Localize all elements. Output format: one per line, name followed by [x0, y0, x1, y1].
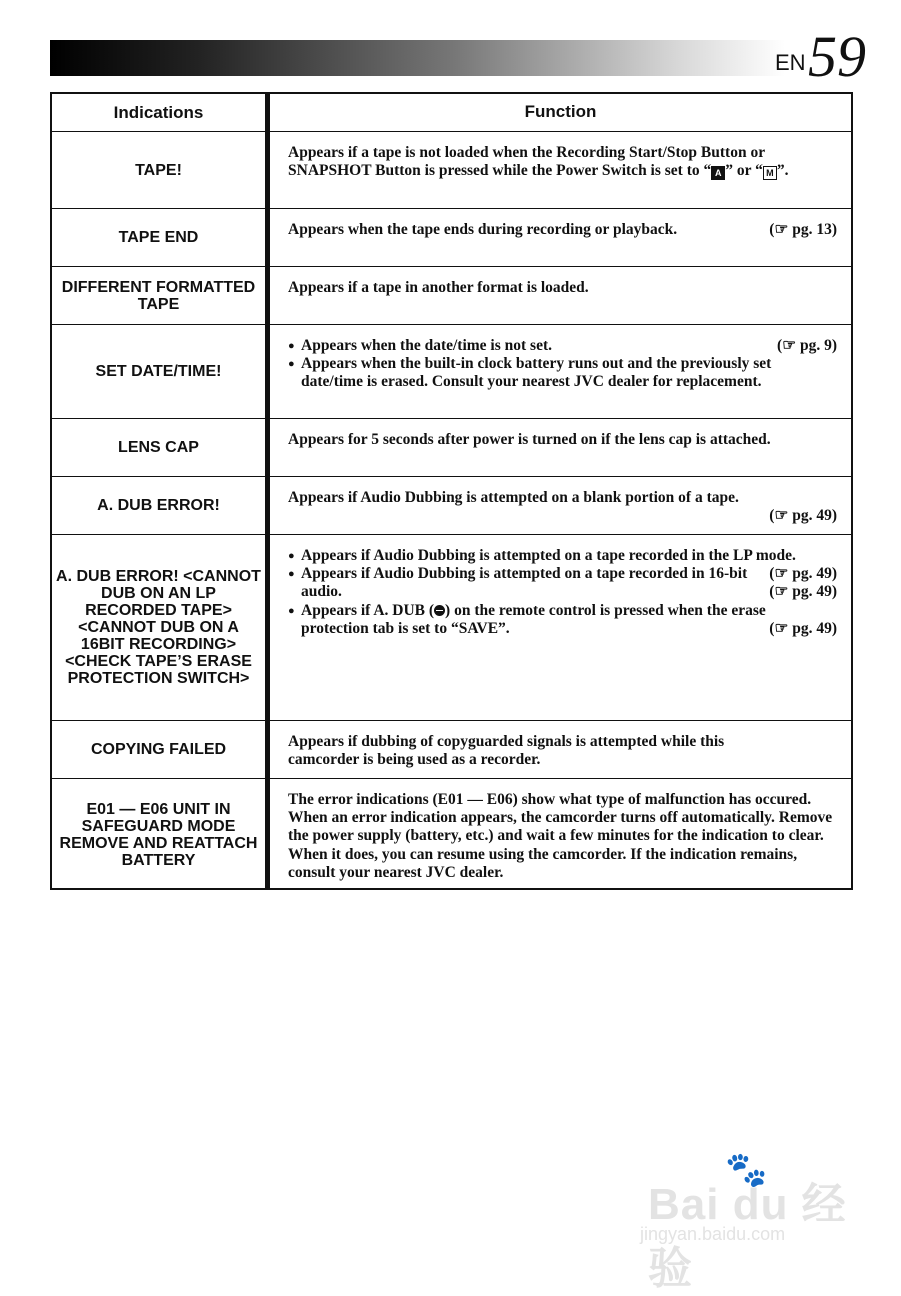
bullet-item: ● (☞ pg. 9) Appears when the date/time is not set.: [288, 337, 837, 355]
function-set-date-time: [288, 337, 837, 392]
table-row: [52, 132, 851, 209]
function-copying-failed: Appears if dubbing of copyguarded signals is attempted while this camcorder is being used as a recorder.: [288, 733, 725, 769]
page-reference: (☞ pg. 13): [769, 221, 837, 238]
table-row: [52, 779, 851, 888]
indications-table: [50, 92, 853, 890]
table-row: [52, 419, 851, 477]
function-lens-cap: Appears for 5 seconds after power is turned on if the lens cap is attached.: [288, 431, 771, 448]
function-tape: Appears if a tape is not loaded when the Recording Start/Stop Button or SNAPSHOT Button is pressed while the Power Switch is set to “ A ” or “ M ”.: [288, 144, 789, 180]
indication-tape-end: TAPE END: [118, 229, 199, 246]
audio-dub-icon: [434, 605, 445, 616]
bullet-item: ● Appears when the built-in clock battery runs out and the previously set date/time is erased. Consult your nearest JVC dealer for replacement.: [288, 355, 837, 391]
indication-set-date-time: SET DATE/TIME!: [95, 363, 222, 380]
page-reference: (☞ pg. 49): [769, 583, 837, 601]
auto-mode-icon: A: [711, 166, 725, 180]
page-lang: EN: [775, 50, 806, 75]
indication-different-format: DIFFERENT FORMATTED TAPE: [61, 278, 256, 313]
page-reference: (☞ pg. 49): [769, 619, 837, 637]
header-function: Function: [524, 102, 597, 122]
table-row: [52, 477, 851, 535]
header-indications: Indications: [113, 103, 204, 122]
watermark-logo: Bai du 经验: [648, 1180, 847, 1293]
function-tape-end: (☞ pg. 13) Appears when the tape ends during recording or playback.: [288, 221, 837, 238]
indication-adub-error-details: A. DUB ERROR! <CANNOT DUB ON AN LP RECORDED TAPE> <CANNOT DUB ON A 16BIT RECORDING> <CHECK TAPE’S ERASE PROTECTION SWITCH>: [56, 568, 261, 687]
table-row: [52, 267, 851, 325]
page-reference: ● (☞ pg. 9): [777, 337, 837, 354]
indication-tape: TAPE!: [135, 161, 182, 179]
function-different-format: Appears if a tape in another format is loaded.: [288, 279, 589, 296]
indication-lens-cap: LENS CAP: [118, 439, 199, 456]
bullet-item: ● Appears if Audio Dubbing is attempted on a tape recorded in 16-bit audio. (☞ pg. 49): [288, 565, 837, 601]
indication-error-codes: E01 — E06 UNIT IN SAFEGUARD MODE REMOVE AND REATTACH BATTERY: [59, 801, 258, 869]
page-number: [775, 22, 885, 89]
page-reference: (☞ pg. 49): [769, 507, 837, 525]
table-row: [52, 535, 851, 721]
paw-icon: 🐾: [725, 1152, 768, 1189]
page-reference: (☞ pg. 49): [769, 565, 837, 583]
function-adub-error: Appears if Audio Dubbing is attempted on a blank portion of a tape. (☞ pg. 49): [288, 489, 837, 525]
header-gradient-bar: [50, 40, 785, 76]
table-row: [52, 325, 851, 419]
watermark-url: jingyan.baidu.com: [640, 1224, 786, 1244]
table-header-row: [52, 94, 851, 132]
bullet-item: ● Appears if A. DUB ( ) on the remote control is pressed when the erase protection tab is set to “SAVE”. (☞ pg. 49): [288, 602, 837, 638]
table-row: [52, 721, 851, 779]
function-adub-error-details: [288, 547, 837, 638]
indication-copying-failed: COPYING FAILED: [90, 741, 227, 758]
table-row: [52, 209, 851, 267]
function-error-codes: The error indications (E01 — E06) show what type of malfunction has occured. When an error indication appears, the camcorder turns off automatically. Remove the power supply (battery, etc.) and wait a few minutes for the indication to clear. When it does, you can resume using the camcorder. If the indication remains, consult your nearest JVC dealer.: [288, 791, 833, 881]
baidu-watermark: [640, 1150, 860, 1293]
page-number-value: 59: [808, 24, 866, 89]
manual-mode-icon: M: [763, 166, 777, 180]
bullet-item: ● Appears if Audio Dubbing is attempted on a tape recorded in the LP mode. (☞ pg. 49): [288, 547, 837, 565]
indication-adub-error: A. DUB ERROR!: [97, 497, 220, 514]
